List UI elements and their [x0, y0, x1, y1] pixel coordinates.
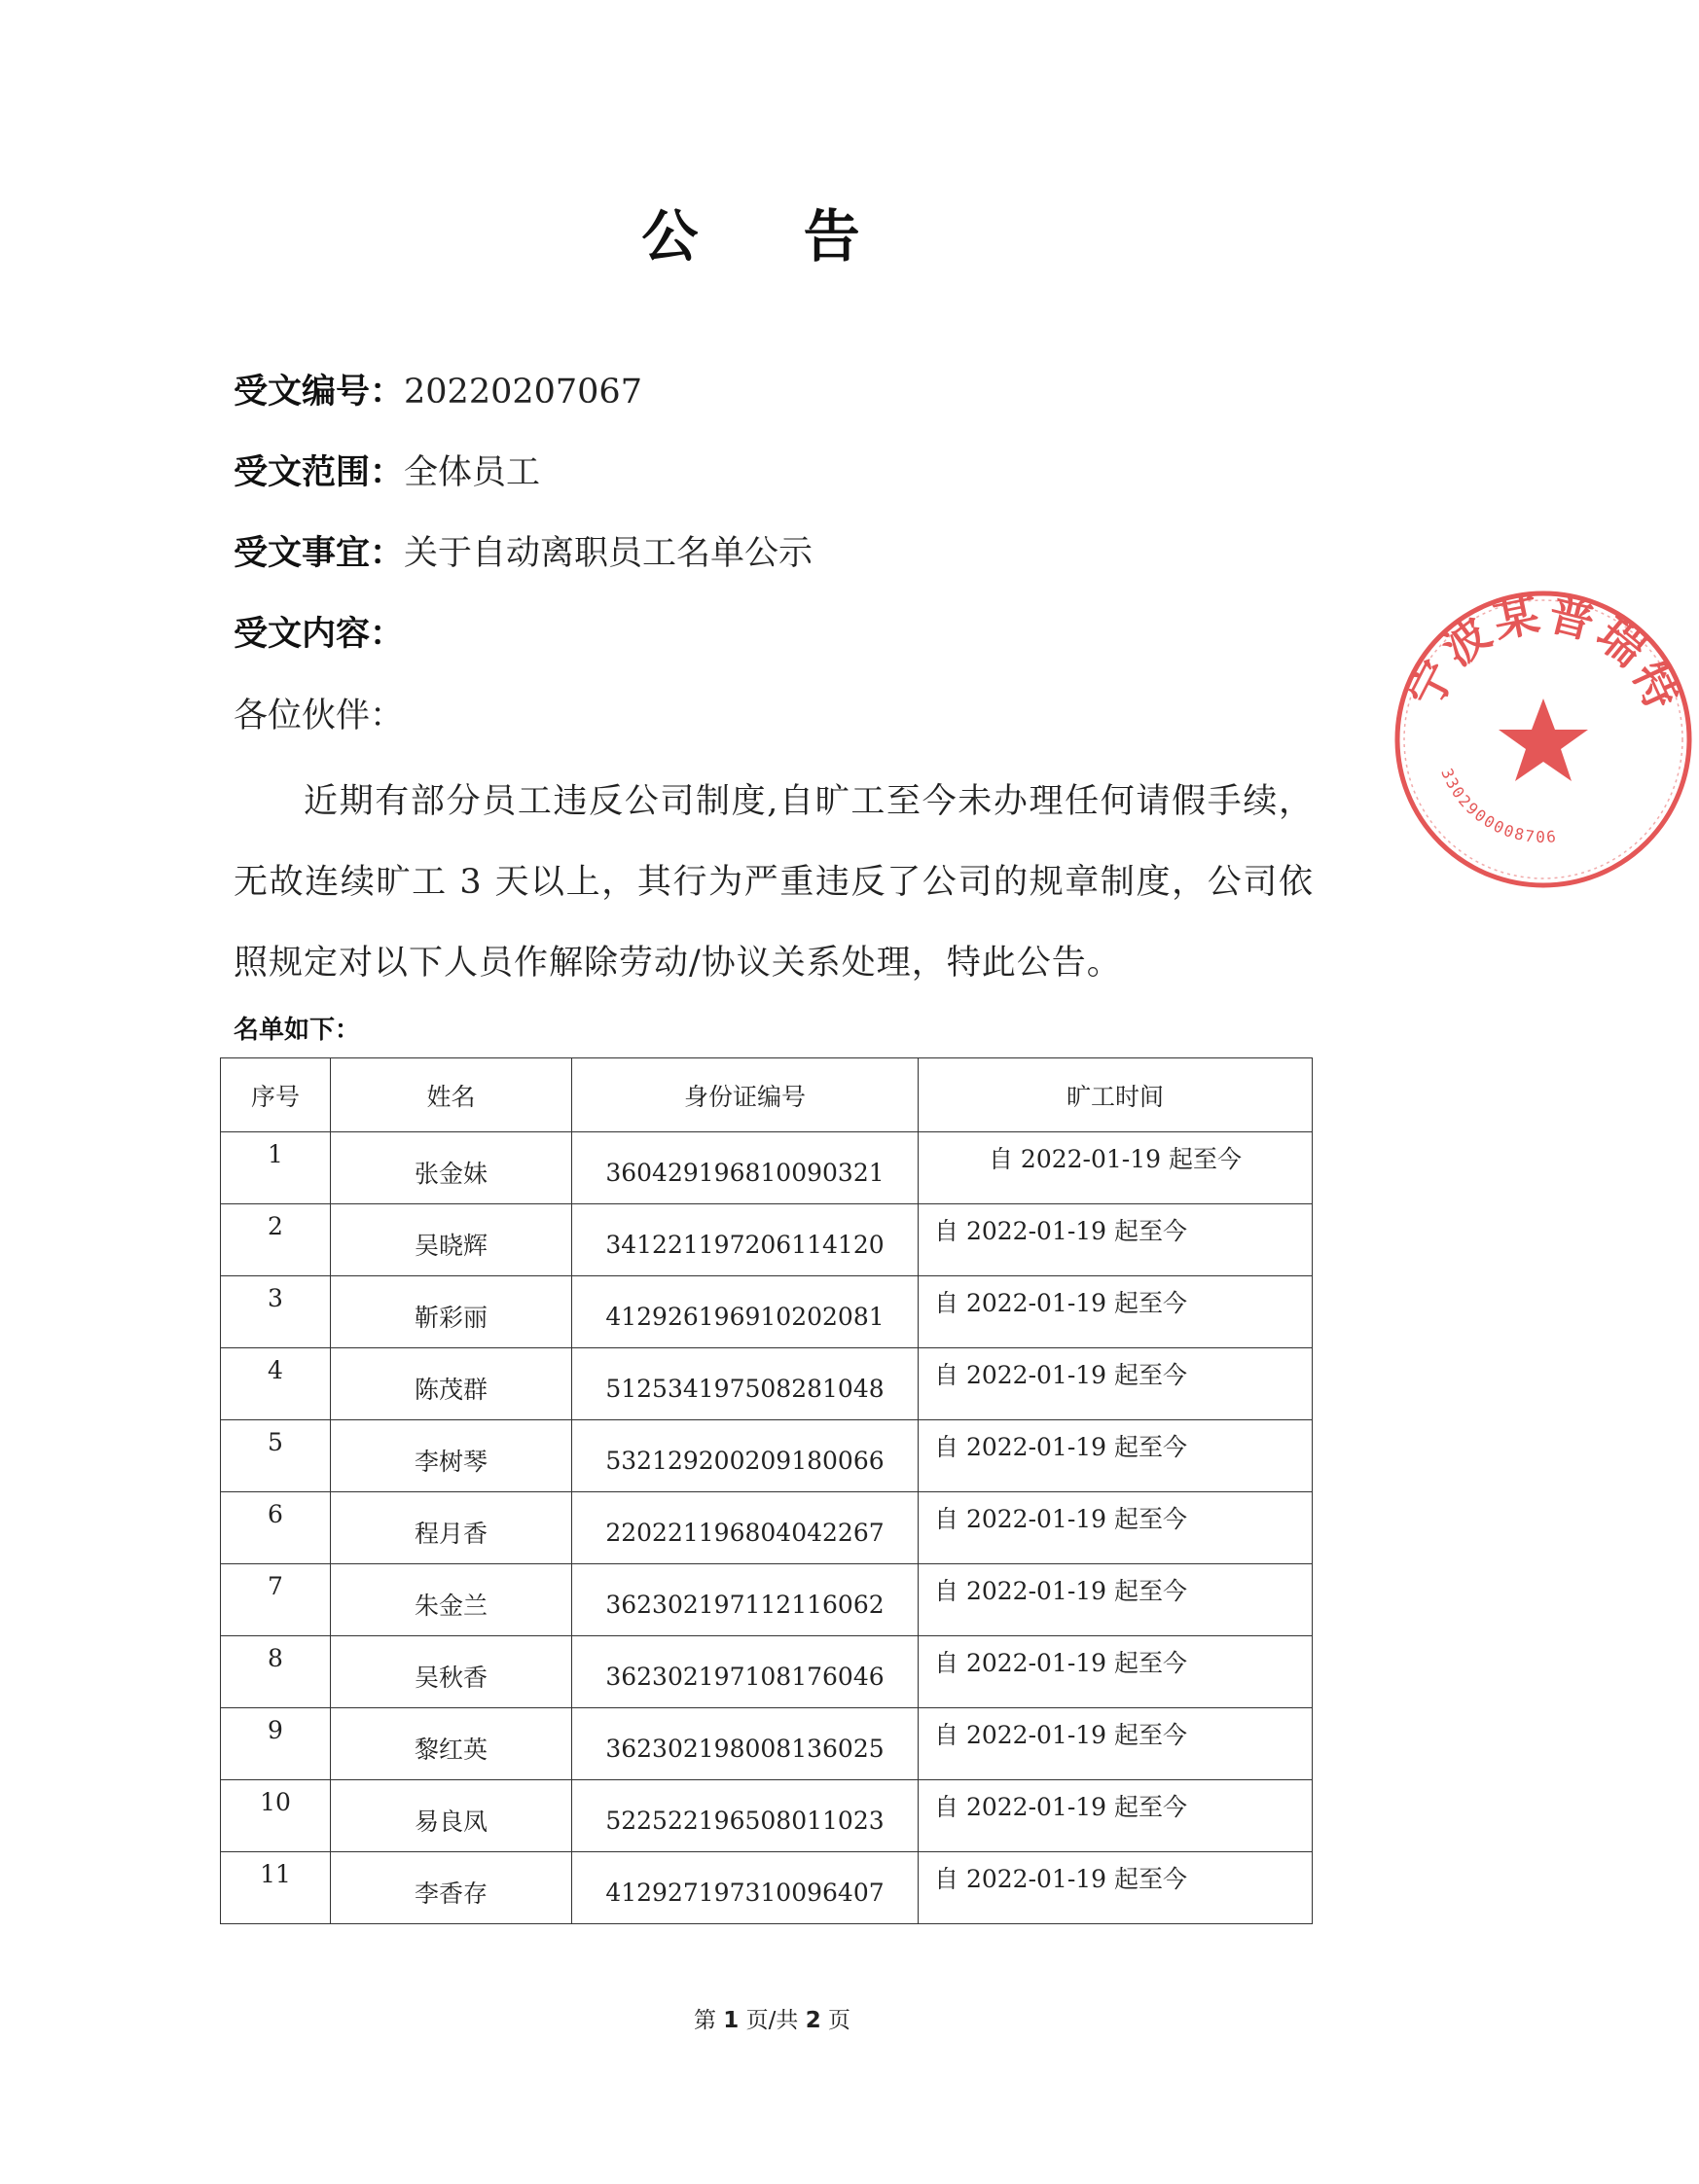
row-id: 220221196804042267 [572, 1492, 919, 1564]
scope-value: 全体员工 [404, 453, 541, 492]
content-label: 受文内容： [234, 615, 405, 654]
row-no: 7 [221, 1564, 331, 1636]
row-id: 412926196910202081 [572, 1276, 919, 1348]
row-time: 自 2022-01-19 起至今 [919, 1276, 1313, 1348]
list-label: 名单如下： [234, 1016, 361, 1045]
seal-stamp-icon [1388, 584, 1699, 895]
header-no: 序号 [221, 1058, 331, 1132]
row-time: 自 2022-01-19 起至今 [919, 1708, 1313, 1780]
subject-value: 关于自动离职员工名单公示 [404, 534, 813, 573]
header-id: 身份证编号 [572, 1058, 919, 1132]
row-name: 易良凤 [331, 1780, 572, 1852]
row-time: 自 2022-01-19 起至今 [919, 1780, 1313, 1852]
svg-text:3302900008706: 3302900008706 [1437, 765, 1559, 847]
table-row [221, 1780, 1313, 1852]
company-seal [1382, 584, 1691, 895]
svg-text:宁波某普瑞特: 宁波某普瑞特 [1397, 587, 1691, 721]
row-no: 2 [221, 1204, 331, 1276]
row-no: 3 [221, 1276, 331, 1348]
row-time: 自 2022-01-19 起至今 [919, 1132, 1313, 1204]
row-no: 1 [221, 1132, 331, 1204]
row-no: 5 [221, 1420, 331, 1492]
row-name: 吴秋香 [331, 1636, 572, 1708]
row-id: 362302197112116062 [572, 1564, 919, 1636]
page-footer [0, 2002, 1544, 2034]
row-id: 341221197206114120 [572, 1204, 919, 1276]
table-row [221, 1564, 1313, 1636]
row-time: 自 2022-01-19 起至今 [919, 1564, 1313, 1636]
row-id: 362302197108176046 [572, 1636, 919, 1708]
row-no: 4 [221, 1348, 331, 1420]
row-time: 自 2022-01-19 起至今 [919, 1204, 1313, 1276]
row-no: 8 [221, 1636, 331, 1708]
table-row [221, 1420, 1313, 1492]
row-name: 李树琴 [331, 1420, 572, 1492]
row-name: 张金妹 [331, 1132, 572, 1204]
header-time: 旷工时间 [919, 1058, 1313, 1132]
subject-line [234, 526, 813, 575]
table-row [221, 1636, 1313, 1708]
footer-page: 1 [723, 2008, 740, 2033]
table-row [221, 1852, 1313, 1924]
table-row [221, 1492, 1313, 1564]
row-name: 吴晓辉 [331, 1204, 572, 1276]
row-time: 自 2022-01-19 起至今 [919, 1420, 1313, 1492]
footer-pre: 第 [693, 2008, 716, 2033]
row-name: 程月香 [331, 1492, 572, 1564]
row-id: 412927197310096407 [572, 1852, 919, 1924]
footer-post: 页 [828, 2008, 851, 2033]
table-row [221, 1276, 1313, 1348]
footer-mid: 页/共 [745, 2008, 799, 2033]
row-id: 522522196508011023 [572, 1780, 919, 1852]
row-name: 朱金兰 [331, 1564, 572, 1636]
table-row [221, 1708, 1313, 1780]
doc-number-label: 受文编号： [234, 373, 405, 412]
row-no: 6 [221, 1492, 331, 1564]
subject-label: 受文事宜： [234, 534, 405, 573]
header-name: 姓名 [331, 1058, 572, 1132]
scope-label: 受文范围： [234, 453, 405, 492]
greeting: 各位伙伴： [234, 697, 405, 735]
row-name: 靳彩丽 [331, 1276, 572, 1348]
body-paragraph: 近期有部分员工违反公司制度,自旷工至今未办理任何请假手续，无故连续旷工 3 天以上，其行为严重违反了公司的规章制度，公司依照规定对以下人员作解除劳动/协议关系处理，特此公告。 [234, 782, 1314, 983]
row-no: 9 [221, 1708, 331, 1780]
row-time: 自 2022-01-19 起至今 [919, 1348, 1313, 1420]
row-time: 自 2022-01-19 起至今 [919, 1492, 1313, 1564]
doc-number-value: 20220207067 [404, 373, 642, 412]
table-header-row [221, 1058, 1313, 1132]
table-row [221, 1348, 1313, 1420]
footer-total: 2 [805, 2008, 821, 2033]
scope-line [234, 446, 540, 494]
row-no: 11 [221, 1852, 331, 1924]
content-line [234, 607, 404, 656]
doc-number-line [234, 365, 642, 413]
row-id: 532129200209180066 [572, 1420, 919, 1492]
row-id: 360429196810090321 [572, 1132, 919, 1204]
roster-table [220, 1057, 1313, 1924]
page-title: 公 告 [641, 203, 903, 269]
row-name: 黎红英 [331, 1708, 572, 1780]
row-no: 10 [221, 1780, 331, 1852]
row-id: 362302198008136025 [572, 1708, 919, 1780]
table-row [221, 1204, 1313, 1276]
table-row [221, 1132, 1313, 1204]
row-id: 512534197508281048 [572, 1348, 919, 1420]
row-name: 陈茂群 [331, 1348, 572, 1420]
row-time: 自 2022-01-19 起至今 [919, 1636, 1313, 1708]
row-time: 自 2022-01-19 起至今 [919, 1852, 1313, 1924]
row-name: 李香存 [331, 1852, 572, 1924]
